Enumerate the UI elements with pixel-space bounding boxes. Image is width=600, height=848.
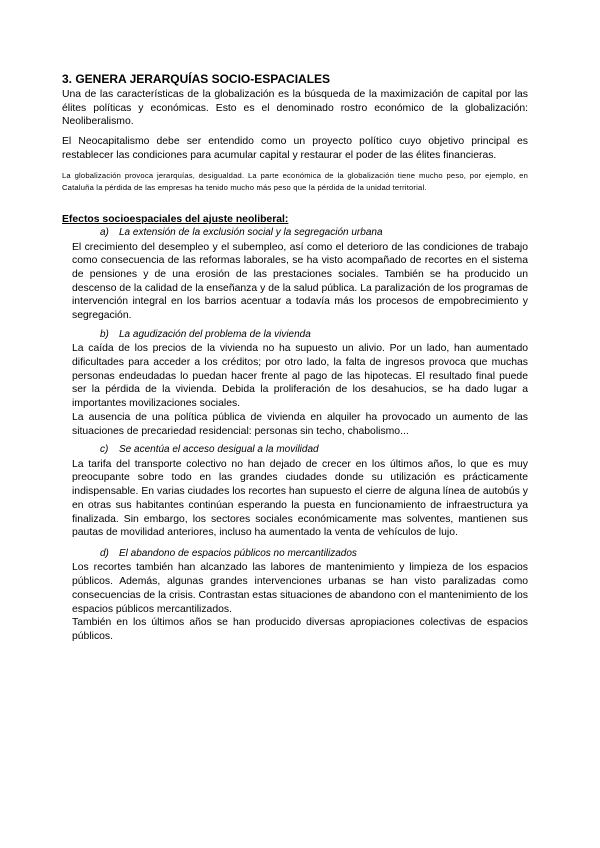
section-paragraph: La ausencia de una política pública de vivienda en alquiler ha provocado un aumento de las situaciones de precariedad residencial: personas sin techo, chabolismo...: [72, 411, 528, 437]
section-d: [72, 547, 528, 644]
subsection-label: c): [100, 444, 109, 456]
subsection-label: d): [100, 547, 109, 559]
section-paragraph: El crecimiento del desempleo y el subempleo, así como el deterioro de las condiciones de trabajo como consecuencia de las reformas laborales, se ha visto acompañado de recortes en el sistema de pensiones y de una erosión de las prestaciones sociales. También se ha producido un descenso de la calidad de la enseñanza y de la salud pública. La paralización de los programas de intervención integral en los barrios acentuar a todavía más los procesos de empobrecimiento y segregación.: [72, 241, 528, 322]
subsection-heading: [100, 443, 528, 457]
section-paragraph: Los recortes también han alcanzado las labores de mantenimiento y limpieza de los espacios públicos. Además, algunas grandes intervenciones urbanas se han visto paralizadas como consecuencias de la crisis. Contrastan estas situaciones de abandono con el mantenimiento de los espacios públicos mercantilizados.: [72, 562, 528, 615]
section-heading: 3. GENERA JERARQUÍAS SOCIO-ESPACIALES: [62, 72, 331, 86]
section-paragraph: La caída de los precios de la vivienda no ha supuesto un alivio. Por un lado, han aumentado dificultades para acceder a los créditos; por otro lado, la falta de ingresos provoca que muchas personas endeudadas lo puedan hacer frente al pago de las hipotecas. El resultado final puede ser la pérdida de la vivienda. Debida la proliferación de los desahucios, se ha dado lugar a importantes movilizaciones sociales.: [72, 343, 528, 410]
subsection-heading: [100, 226, 528, 240]
subsection-heading: [100, 328, 528, 342]
subsection-label: a): [100, 227, 109, 239]
subsection-title: Se acentúa el acceso desigual a la movilidad: [119, 444, 319, 456]
subsection-heading: [100, 547, 528, 561]
effects-title: Efectos socioespaciales del ajuste neoliberal:: [62, 214, 289, 226]
subsection-title: La extensión de la exclusión social y la segregación urbana: [119, 227, 383, 239]
note-paragraph: La globalización provoca jerarquías, desigualdad. La parte económica de la globalización tiene mucho peso, por ejemplo, en Cataluña la pérdida de las empresas ha tenido mucho más peso que la pérdida de la unidad territorial.: [62, 170, 528, 193]
section-paragraph: La tarifa del transporte colectivo no han dejado de crecer en los últimos años, lo que es muy preocupante sobre todo en las grandes ciudades donde su utilización es prácticamente indispensable. En varias ciudades los recortes han supuesto el cierre de alguna línea de autobús y en otras sus habitantes continúan esperando la puesta en funcionamiento de infraestructura ya finalizada. Sin embargo, los sectores sociales económicamente mas solventes, mantienen sus pautas de movilidad anteriores, incluso ha aumentado la venta de vehículos de lujo.: [72, 458, 528, 539]
subsection-label: b): [100, 328, 109, 340]
intro-paragraph-1: Una de las características de la globalización es la búsqueda de la maximización de capital por las élites políticas y económicas. Esto es el denominado rostro económico de la globalización: Neoliberalismo.: [62, 89, 528, 128]
section-a: [72, 226, 528, 323]
section-paragraph: También en los últimos años se han producido diversas apropiaciones colectivas de espacios públicos.: [72, 617, 528, 642]
subsection-title: La agudización del problema de la vivienda: [119, 328, 311, 340]
subsection-title: El abandono de espacios públicos no mercantilizados: [119, 547, 357, 559]
section-b: [72, 328, 528, 438]
intro-paragraph-2: El Neocapitalismo debe ser entendido como un proyecto político cuyo objetivo principal es restablecer las condiciones para acumular capital y restaurar el poder de las élites financieras.: [62, 136, 528, 161]
document-content: [62, 72, 528, 644]
section-c: [72, 443, 528, 540]
